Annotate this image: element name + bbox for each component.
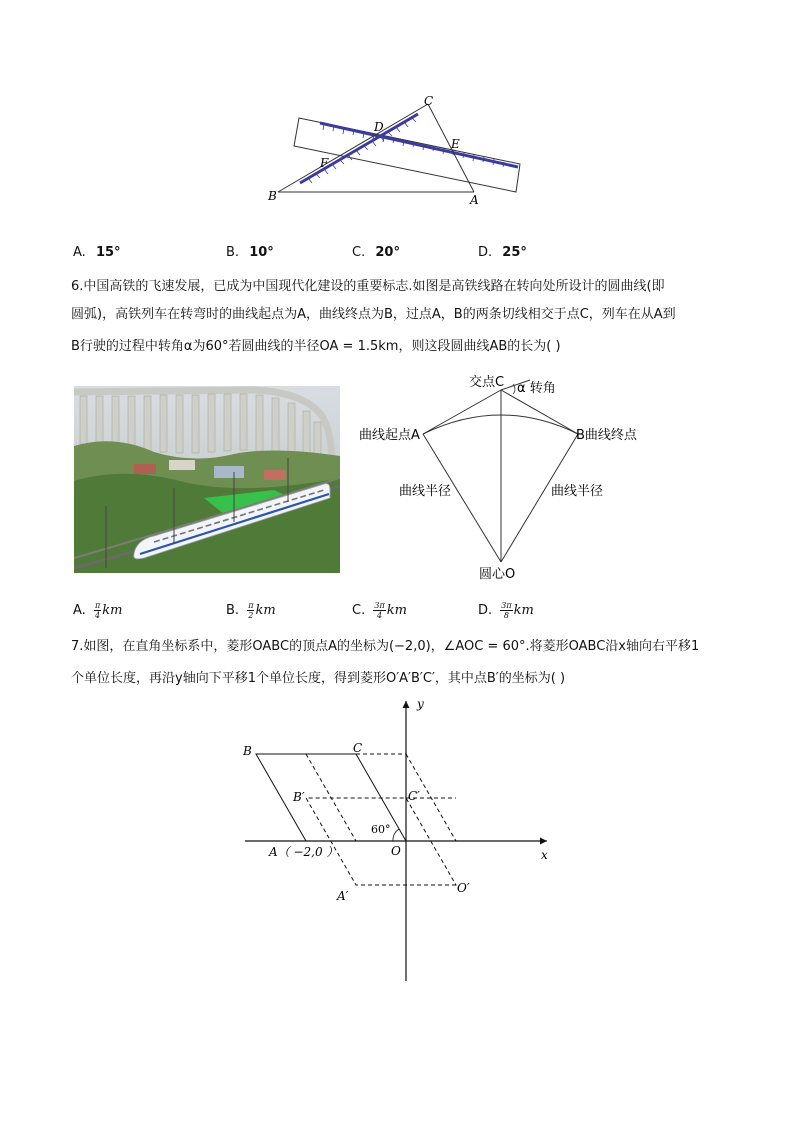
label-B: B (268, 189, 277, 203)
label-a-coord: A（ −2,0 ） (269, 845, 339, 859)
train-photo (74, 386, 340, 573)
label-b: B (243, 744, 252, 758)
label-b-prime: B′ (293, 790, 305, 804)
label-radius-left: 曲线半径 (399, 484, 452, 499)
label-intersection-c: 交点C (469, 375, 505, 390)
ruler-band (294, 118, 520, 192)
ruler-triangle-figure (260, 88, 530, 210)
label-a-prime: A′ (337, 889, 349, 903)
label-y: y (417, 697, 424, 711)
q5-option-a[interactable]: A. 15° (73, 245, 121, 260)
label-curve-end: B曲线终点 (576, 428, 637, 443)
fraction: $\frac{\pi}{4}$ (94, 601, 101, 620)
q7-text-line-2: 个单位长度，再沿y轴向下平移1个单位长度，得到菱形O′A′B′C′，其中点B′的坐标为( ) (71, 671, 566, 686)
q6-text-line-1: 6.中国高铁的飞速发展，已成为中国现代化建设的重要标志.如图是高铁线路在转向处所设计的圆曲线(即 (71, 279, 665, 294)
fraction: $\frac{3\pi}{4}$ (374, 601, 385, 620)
label-c-prime: C′ (408, 789, 420, 803)
q6-option-b[interactable]: B. $\frac{\pi}{2}$ km (226, 601, 276, 620)
fraction: $\frac{\pi}{2}$ (248, 601, 254, 620)
q5-option-d[interactable]: D. 25° (478, 245, 527, 260)
label-o-prime: O′ (457, 881, 470, 895)
label-C: C (424, 94, 434, 108)
fraction: $\frac{3\pi}{8}$ (501, 601, 512, 620)
label-E: E (451, 137, 460, 151)
label-radius-right: 曲线半径 (551, 484, 604, 499)
label-A: A (470, 193, 479, 207)
q6-text-line-3: B行驶的过程中转角α为60°若圆曲线的半径OA = 1.5km，则这段圆曲线AB的长为( ) (71, 339, 561, 354)
label-curve-start: 曲线起点A (359, 428, 420, 443)
q6-option-d[interactable]: D. $\frac{3\pi}{8}$ km (478, 601, 534, 620)
label-angle-60: 60° (371, 823, 391, 836)
q7-text-line-1: 7.如图，在直角坐标系中，菱形OABC的顶点A的坐标为(−2,0)，∠AOC = 60°.将菱形OABC沿x轴向右平移1 (71, 639, 700, 654)
rhombus-coordinate-diagram (235, 693, 565, 985)
curve-diagram (355, 372, 655, 584)
label-o: O (391, 844, 401, 858)
q5-option-b[interactable]: B. 10° (226, 245, 274, 260)
label-c: C (353, 741, 363, 755)
label-F: F (320, 156, 329, 170)
q6-text-line-2: 圆弧)，高铁列车在转弯时的曲线起点为A，曲线终点为B，过点A，B的两条切线相交于点C，列车在从A到 (71, 307, 676, 322)
q6-option-a[interactable]: A. $\frac{\pi}{4}$ km (73, 601, 123, 620)
q6-option-c[interactable]: C. $\frac{3\pi}{4}$ km (352, 601, 407, 620)
label-turn-angle: α 转角 (517, 381, 556, 396)
label-D: D (374, 120, 384, 134)
label-center-o: 圆心O (479, 567, 516, 582)
q5-option-c[interactable]: C. 20° (352, 245, 400, 260)
label-x: x (541, 848, 548, 862)
